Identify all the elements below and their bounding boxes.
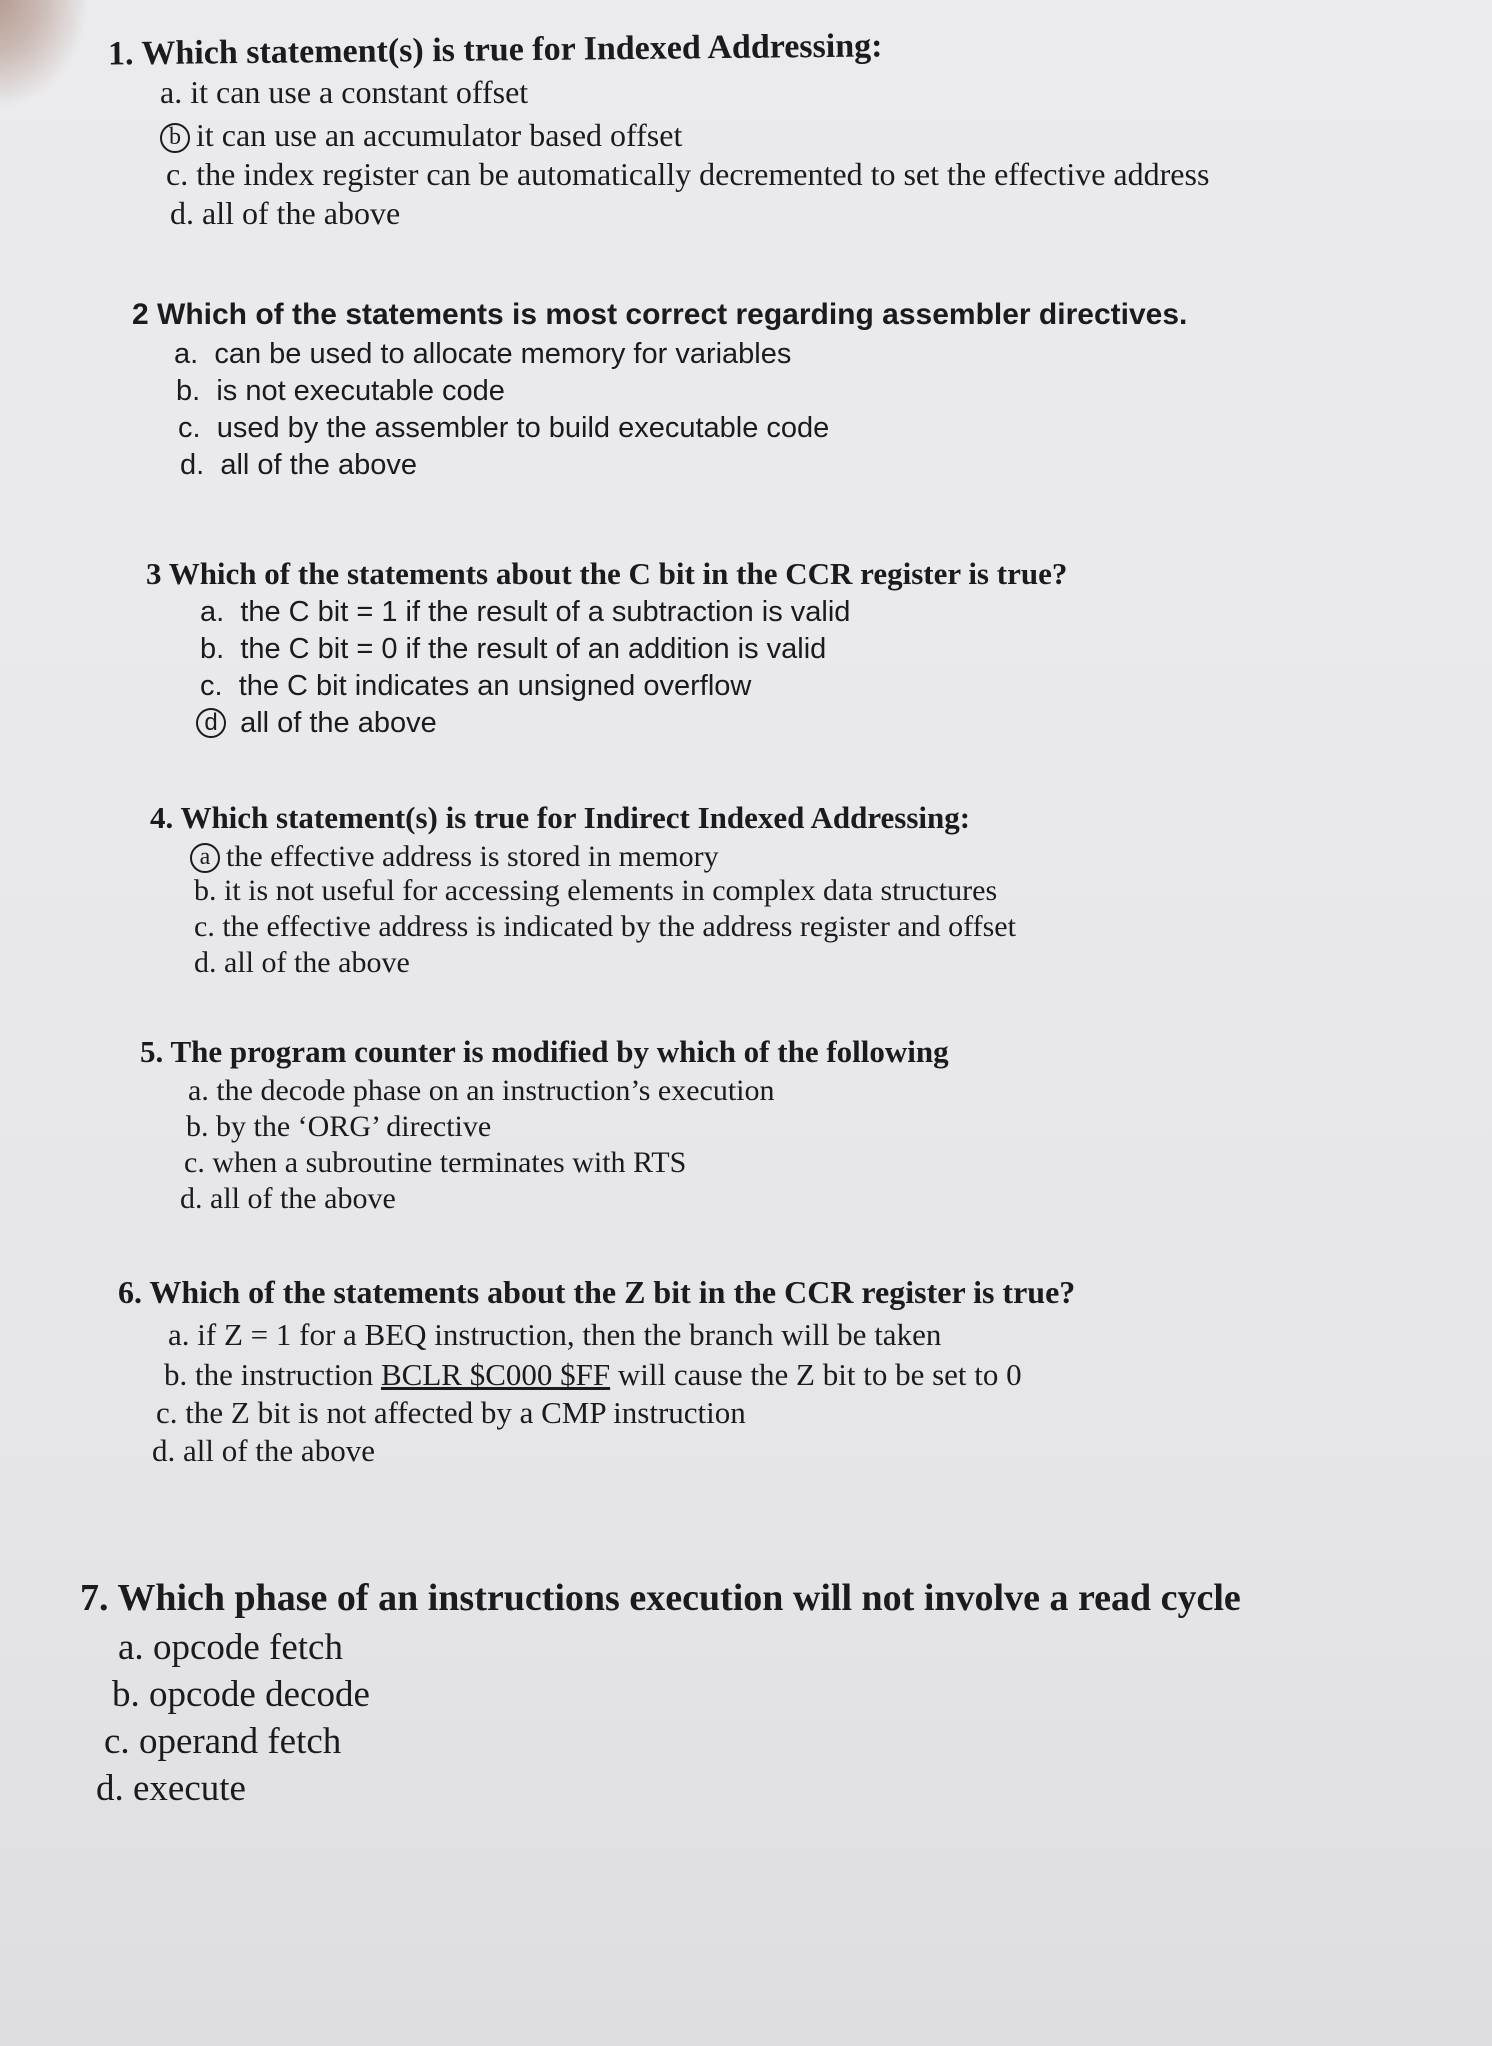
option-text: the effective address is indicated by the address register and offset [222,910,1016,943]
option-label: c. [104,1721,130,1762]
option-c [104,1720,1265,1763]
option-b [194,874,1016,908]
option-text: all of the above [183,1433,375,1468]
question-3 [146,556,1068,739]
question-5 [140,1034,949,1215]
question-title: 4. Which statement(s) is true for Indirect Indexed Addressing: [150,800,971,835]
option-b [160,117,1203,154]
option-label: d. [152,1433,176,1468]
circled-answer-mark: d [196,708,226,738]
option-text: all of the above [224,946,410,979]
option-a [168,1317,1125,1353]
option-label: d. [180,449,205,481]
option-b [176,375,1231,408]
option-text: the C bit indicates an unsigned overflow [238,670,752,702]
option-label: a. [160,74,183,110]
option-d [96,1767,1257,1810]
option-c [156,1395,1113,1431]
option-b [112,1673,1273,1716]
option-text: used by the assembler to build executable code [216,412,830,444]
option-text: the Z bit is not affected by a CMP instruction [185,1395,746,1430]
option-a [174,338,1229,371]
option-text: it can use an accumulator based offset [196,117,683,153]
option-c [194,910,1016,944]
option-d [196,707,1117,740]
option-label: c. [194,910,215,943]
option-label: a. [200,596,225,628]
option-a [118,1626,1279,1669]
option-c [184,1146,993,1180]
option-text: by the ‘ORG’ directive [216,1110,492,1143]
question-7 [80,1576,1241,1809]
option-b [186,1110,995,1144]
option-a [200,596,1121,629]
option-text: the effective address is stored in memory [226,840,719,873]
question-title: 1. Which statement(s) is true for Indexed Addressing: [107,27,883,73]
option-text: all of the above [202,195,401,231]
option-label: d. [96,1768,124,1809]
question-title: 7. Which phase of an instructions execution will not involve a read cycle [80,1577,1241,1619]
option-label: c. [200,670,223,702]
option-d [180,1182,989,1216]
option-label: a. [168,1317,190,1352]
question-4 [150,800,1016,979]
question-6 [118,1274,1076,1468]
option-text: all of the above [240,707,437,739]
option-label: d. [170,195,194,231]
option-text: execute [133,1768,246,1809]
option-text: all of the above [220,449,418,481]
option-label: a. [118,1627,144,1668]
option-text: all of the above [210,1182,396,1215]
circled-answer-mark: b [160,123,190,153]
option-d [152,1433,1109,1469]
option-b [164,1357,1121,1393]
question-1 [107,27,1210,231]
option-d [170,195,1213,232]
question-title: 5. The program counter is modified by which of the following [140,1034,949,1069]
option-text: the decode phase on an instruction’s execution [216,1074,775,1107]
option-d [194,946,1016,980]
circled-answer-mark: a [190,843,220,873]
option-text: the index register can be automatically decremented to set the effective address [196,156,1210,192]
option-label: a. [188,1074,209,1107]
option-a [188,1074,997,1108]
option-label: c. [184,1146,205,1179]
option-text: is not executable code [216,375,505,407]
option-text: opcode decode [149,1674,370,1715]
option-label: d. [180,1182,203,1215]
question-title: 3 Which of the statements about the C bit in the CCR register is true? [146,556,1068,591]
option-c [166,156,1209,193]
question-2 [132,298,1188,481]
option-label: b. [194,874,217,907]
option-label: c. [166,156,189,192]
option-label: a. [174,338,199,370]
option-label: d. [194,946,217,979]
option-label: c. [178,412,201,444]
option-d [180,449,1235,482]
option-label: b. [200,633,225,665]
option-a [160,74,1203,111]
question-title: 6. Which of the statements about the Z bit in the CCR register is true? [118,1274,1076,1310]
option-text: it can use a constant offset [190,74,529,110]
option-label: b. [186,1110,209,1143]
option-text: can be used to allocate memory for variables [214,338,792,370]
option-text: the C bit = 0 if the result of an addition is valid [240,633,827,665]
option-label: b. [112,1674,140,1715]
option-a [190,840,1012,874]
option-text: it is not useful for accessing elements in complex data structures [224,874,998,907]
option-label: b. [176,375,201,407]
finger-shadow [0,0,90,110]
option-text: opcode fetch [152,1627,343,1668]
option-text: operand fetch [138,1721,342,1762]
option-text: if Z = 1 for a BEQ instruction, then the branch will be taken [197,1317,942,1352]
option-text: when a subroutine terminates with RTS [212,1146,687,1179]
option-label: c. [156,1395,178,1430]
option-text-pre: the instruction [195,1357,381,1392]
instruction-underlined: BCLR $C000 $FF [380,1357,611,1392]
option-c [178,412,1233,445]
option-c [200,670,1121,703]
option-text: the C bit = 1 if the result of a subtraction is valid [240,596,851,628]
option-text-post: will cause the Z bit to be set to 0 [610,1357,1022,1392]
question-title: 2 Which of the statements is most correct regarding assembler directives. [132,298,1188,331]
option-b [200,633,1121,666]
option-label: b. [164,1357,188,1392]
